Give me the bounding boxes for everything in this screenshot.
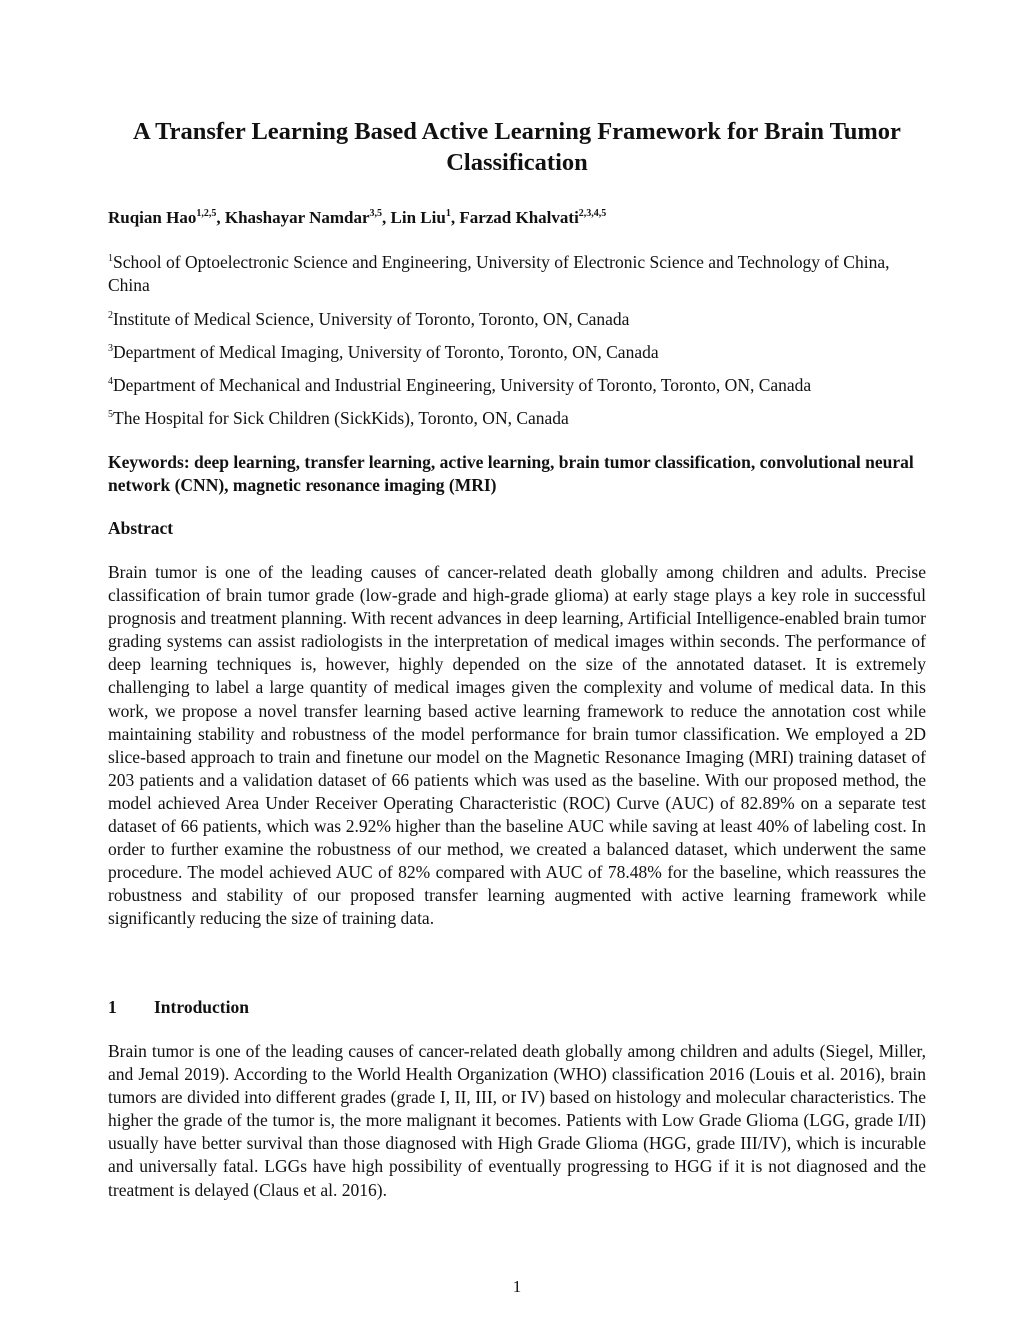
affiliation-number: 4 [108,376,113,387]
author-affiliation-marks: 1,2,5 [196,208,217,219]
abstract-heading: Abstract [108,518,174,538]
affiliation-number: 2 [108,310,113,321]
author-affiliation-marks: 1 [445,208,451,219]
author-1 [108,208,225,227]
author-4 [459,208,606,227]
affiliation-4 [108,374,926,397]
keywords: Keywords: deep learning, transfer learning, active learning, brain tumor classification, convolutional neural network (CNN), magnetic resonance imaging (MRI) [108,452,914,495]
author-name: Lin Liu [390,208,446,227]
page-number: 1 [512,1277,522,1296]
section-title: Introduction [154,997,249,1017]
affiliation-number: 5 [108,409,113,420]
introduction-heading [108,996,249,1019]
affiliation-text: Department of Medical Imaging, University of Toronto, Toronto, ON, Canada [113,342,659,362]
introduction-text: Brain tumor is one of the leading causes of cancer-related death globally among children and adults (Siegel, Miller, and Jemal 2019). According to the World Health Organization (WHO) classification 2016 (Louis et al. 2016), brain tumors are divided into different grades (grade I, II, III, or IV) based on histology and molecular characteristics. The higher the grade of the tumor is, the more malignant it becomes. Patients with Low Grade Glioma (LGG, grade I/II) usually have better survival than those diagnosed with High Grade Glioma (HGG, grade III/IV), which is incurable and universally fatal. LGGs have high possibility of eventually progressing to HGG if it is not diagnosed and the treatment is delayed (Claus et al. 2016). [108,1041,926,1200]
section-number: 1 [108,997,117,1017]
author-3 [391,208,460,227]
author-separator: , [216,208,225,227]
paper-title: A Transfer Learning Based Active Learning Framework for Brain Tumor Classification [133,118,901,176]
affiliation-2 [108,308,926,331]
affiliation-text: The Hospital for Sick Children (SickKids), Toronto, ON, Canada [113,408,569,428]
affiliation-text: Institute of Medical Science, University of Toronto, Toronto, ON, Canada [113,309,630,329]
author-affiliation-marks: 3,5 [369,208,383,219]
affiliation-text: Department of Mechanical and Industrial Engineering, University of Toronto, Toronto, ON, Canada [113,375,812,395]
affiliation-number: 3 [108,343,113,354]
affiliation-text: School of Optoelectronic Science and Engineering, University of Electronic Science and Technology of China, China [108,252,890,295]
author-name: Khashayar Namdar [224,208,370,227]
author-list [108,207,926,229]
author-separator: , [450,208,460,227]
author-2 [225,208,391,227]
affiliation-1 [108,251,926,297]
author-affiliation-marks: 2,3,4,5 [578,208,607,219]
affiliation-number: 1 [108,253,113,264]
author-name: Ruqian Hao [108,208,197,227]
abstract-text: Brain tumor is one of the leading causes of cancer-related death globally among children and adults. Precise classification of brain tumor grade (low-grade and high-grade glioma) at early stage plays a key role in successful prognosis and treatment planning. With recent advances in deep learning, Artificial Intelligence-enabled brain tumor grading systems can assist radiologists in the interpretation of medical images within seconds. The performance of deep learning techniques is, however, highly depended on the size of the annotated dataset. It is extremely challenging to label a large quantity of medical images given the complexity and volume of medical data. In this work, we propose a novel transfer learning based active learning framework to reduce the annotation cost while maintaining stability and robustness of the model performance for brain tumor classification. We employed a 2D slice-based approach to train and finetune our model on the Magnetic Resonance Imaging (MRI) training dataset of 203 patients and a validation dataset of 66 patients which was used as the baseline. With our proposed method, the model achieved Area Under Receiver Operating Characteristic (ROC) Curve (AUC) of 82.89% on a separate test dataset of 66 patients, which was 2.92% higher than the baseline AUC while saving at least 40% of labeling cost. In order to further examine the robustness of our method, we created a balanced dataset, which underwent the same procedure. The model achieved AUC of 82% compared with AUC of 78.48% for the baseline, which reassures the robustness and stability of our proposed transfer learning augmented with active learning framework while significantly reducing the size of training data. [108,562,926,929]
affiliation-3 [108,341,926,364]
author-separator: , [382,208,391,227]
affiliation-5 [108,407,926,430]
author-name: Farzad Khalvati [459,208,579,227]
